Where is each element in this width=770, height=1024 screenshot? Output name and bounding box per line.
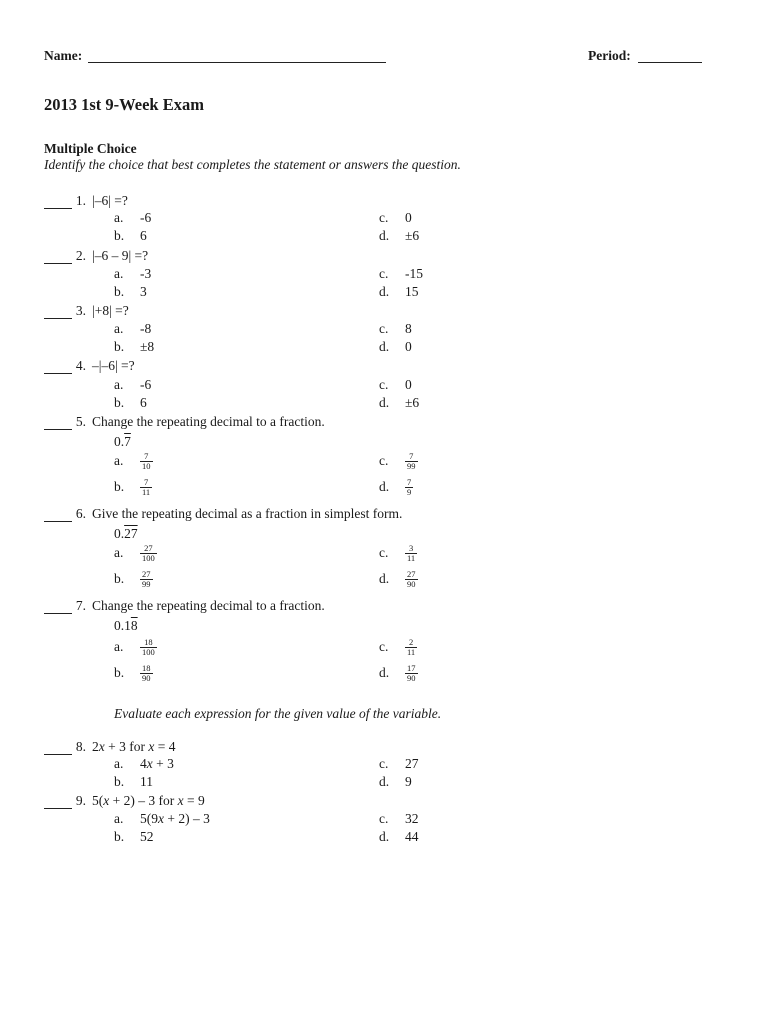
q4-option-a[interactable]: a. -6 <box>114 377 152 392</box>
q5-option-b[interactable]: b. $\frac{7}{11}$ <box>114 477 151 497</box>
q9-option-a[interactable]: a. 5(9x + 2) – 3 <box>114 811 210 826</box>
q6-option-b[interactable]: b. $\frac{27}{99}$ <box>114 569 151 589</box>
q8-option-c[interactable]: c. 27 <box>379 756 419 771</box>
q8-option-b[interactable]: b. 11 <box>114 774 153 789</box>
period-blank[interactable] <box>638 62 702 63</box>
q6-repeating-decimal: 0.27 <box>114 526 138 541</box>
q1-option-c[interactable]: c. 0 <box>379 210 412 225</box>
q3-option-a[interactable]: a. -8 <box>114 321 152 336</box>
question-7: 7. Change the repeating decimal to a fraction. <box>75 598 325 613</box>
section-instructions: Identify the choice that best completes the statement or answers the question. <box>44 157 461 172</box>
q7-option-c[interactable]: c. $\frac{2}{11}$ <box>379 637 416 657</box>
q5-option-c[interactable]: c. $\frac{7}{99}$ <box>379 451 416 471</box>
q3-option-d[interactable]: d. 0 <box>379 339 412 354</box>
period-label: Period: <box>588 48 631 63</box>
q5-option-d[interactable]: d. $\frac{7}{9}$ <box>379 477 412 497</box>
q2-option-b[interactable]: b. 3 <box>114 284 147 299</box>
exam-title: 2013 1st 9-Week Exam <box>44 95 204 114</box>
evaluate-instructions: Evaluate each expression for the given value of the variable. <box>114 706 442 721</box>
question-5: 5. Change the repeating decimal to a fraction. <box>75 414 325 429</box>
question-2: 2. |–6 – 9| =? <box>75 248 149 263</box>
q1-option-a[interactable]: a. -6 <box>114 210 152 225</box>
q2-option-d[interactable]: d. 15 <box>379 284 419 299</box>
q7-repeating-decimal: 0.18 <box>114 618 138 633</box>
question-3: 3. |+8| =? <box>75 303 129 318</box>
q4-option-b[interactable]: b. 6 <box>114 395 147 410</box>
q1-option-d[interactable]: d. ±6 <box>379 228 420 243</box>
q5-repeating-decimal: 0.7 <box>114 434 131 449</box>
q9-option-d[interactable]: d. 44 <box>379 829 419 844</box>
q7-option-b[interactable]: b. $\frac{18}{90}$ <box>114 663 151 683</box>
q9-option-b[interactable]: b. 52 <box>114 829 154 844</box>
question-1: 1. |–6| =? <box>75 193 128 208</box>
question-8: 8. 2x + 3 for x = 4 <box>75 739 176 754</box>
section-heading: Multiple Choice <box>44 141 137 156</box>
q1-option-b[interactable]: b. 6 <box>114 228 147 243</box>
q4-option-c[interactable]: c. 0 <box>379 377 412 392</box>
q5-option-a[interactable]: a. $\frac{7}{10}$ <box>114 451 151 471</box>
q8-option-d[interactable]: d. 9 <box>379 774 412 789</box>
question-6: 6. Give the repeating decimal as a fraction in simplest form. <box>75 506 403 521</box>
q8-option-a[interactable]: a. 4x + 3 <box>114 756 174 771</box>
question-4: 4. –|–6| =? <box>75 358 135 373</box>
q9-option-c[interactable]: c. 32 <box>379 811 419 826</box>
q6-option-a[interactable]: a. $\frac{27}{100}$ <box>114 543 155 563</box>
q6-option-c[interactable]: c. $\frac{3}{11}$ <box>379 543 416 563</box>
q2-option-c[interactable]: c. -15 <box>379 266 423 281</box>
name-blank[interactable] <box>88 62 386 63</box>
question-9: 9. 5(x + 2) – 3 for x = 9 <box>75 793 205 808</box>
q6-option-d[interactable]: d. $\frac{27}{90}$ <box>379 569 416 589</box>
q3-option-b[interactable]: b. ±8 <box>114 339 155 354</box>
q2-option-a[interactable]: a. -3 <box>114 266 152 281</box>
q3-option-c[interactable]: c. 8 <box>379 321 412 336</box>
name-label: Name: <box>44 48 83 63</box>
q4-option-d[interactable]: d. ±6 <box>379 395 420 410</box>
q7-option-a[interactable]: a. $\frac{18}{100}$ <box>114 637 155 657</box>
q7-option-d[interactable]: d. $\frac{17}{90}$ <box>379 663 416 683</box>
